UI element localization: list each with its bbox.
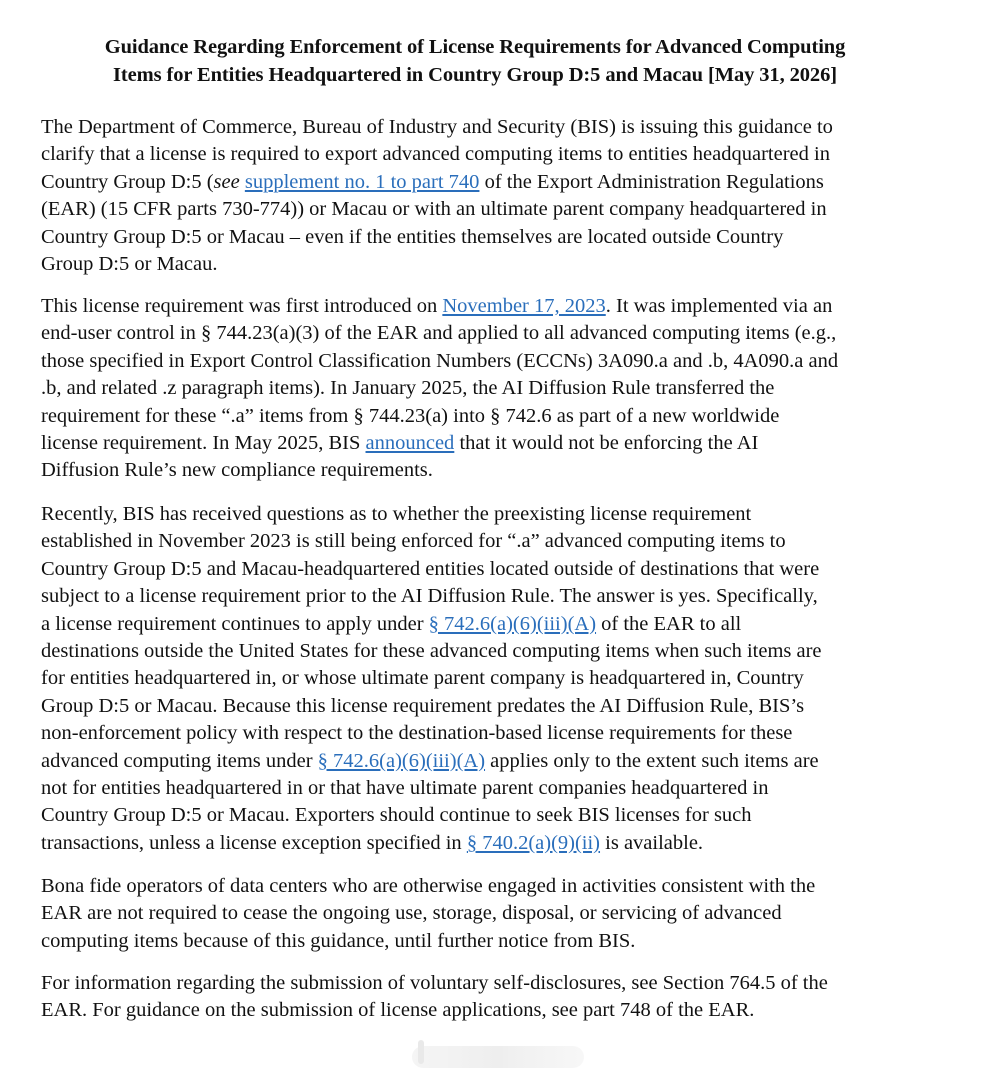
p2-text: license requirement. In May 2025, BIS	[41, 432, 366, 455]
p1-text: Country Group D:5 (	[41, 170, 214, 193]
p3-line: Recently, BIS has received questions as to whether the preexisting license requirement	[41, 503, 752, 525]
p1-text: of the Export Administration Regulations	[479, 170, 824, 193]
p4-line: computing items because of this guidance, until further notice from BIS.	[41, 929, 636, 952]
p1-line: Group D:5 or Macau.	[41, 253, 218, 276]
p3-line: Group D:5 or Macau. Because this license requirement predates the AI Diffusion Rule, BIS’s	[41, 694, 805, 717]
p3-text: is available.	[600, 831, 704, 854]
p3-line: for entities headquartered in, or whose ultimate parent company is headquartered in, Country	[41, 667, 804, 690]
p3-line: Country Group D:5 or Macau. Exporters should continue to seek BIS licenses for such	[41, 804, 752, 827]
p3-line	[41, 830, 921, 857]
p3-line: non-enforcement policy with respect to the destination-based license requirements for these	[41, 722, 793, 745]
p3-text: a license requirement continues to apply under	[41, 612, 429, 635]
supplement-link[interactable]: supplement no. 1 to part 740	[244, 170, 480, 193]
p1-line: clarify that a license is required to export advanced computing items to entities headquartered in	[41, 143, 830, 166]
p1-line: Country Group D:5 or Macau – even if the entities themselves are located outside Country	[41, 225, 784, 248]
p1-line	[41, 169, 921, 196]
section-742-6-link[interactable]: § 742.6(a)(6)(iii)(A)	[428, 612, 597, 635]
section-740-2-link[interactable]: § 740.2(a)(9)(ii)	[466, 831, 601, 854]
p3-text: advanced computing items under	[41, 749, 318, 772]
p2-text: that it would not be enforcing the AI	[454, 432, 759, 455]
p3-line: not for entities headquartered in or that have ultimate parent companies headquartered in	[41, 777, 769, 800]
november-2023-link[interactable]: November 17, 2023	[442, 295, 606, 317]
p3-line: destinations outside the United States for these advanced computing items when such items are	[41, 640, 822, 663]
p5-line: For information regarding the submission of voluntary self-disclosures, see Section 764.5 of the	[41, 972, 828, 994]
p2-line: requirement for these “.a” items from § 744.23(a) into § 742.6 as part of a new worldwide	[41, 404, 780, 427]
paragraph-2	[41, 293, 921, 485]
section-742-6-link-2[interactable]: § 742.6(a)(6)(iii)(A)	[317, 749, 486, 772]
p3-line: established in November 2023 is still being enforced for “.a” advanced computing items to	[41, 530, 786, 553]
paragraph-1	[41, 114, 921, 278]
p2-line	[41, 430, 921, 457]
p1-line: The Department of Commerce, Bureau of Industry and Security (BIS) is issuing this guidance to	[41, 116, 833, 138]
p3-text: of the EAR to all	[596, 612, 742, 635]
see-italic: see	[213, 170, 240, 193]
p3-line	[41, 611, 921, 638]
p3-text: applies only to the extent such items are	[485, 749, 819, 772]
announced-link[interactable]: announced	[365, 432, 455, 455]
p1-line: (EAR) (15 CFR parts 730-774)) or Macau or with an ultimate parent company headquartered in	[41, 198, 827, 221]
p5-line: EAR. For guidance on the submission of license applications, see part 748 of the EAR.	[41, 999, 755, 1022]
p3-line: subject to a license requirement prior to the AI Diffusion Rule. The answer is yes. Specifically,	[41, 585, 818, 608]
p2-line: Diffusion Rule’s new compliance requirements.	[41, 459, 433, 482]
paragraph-3	[41, 501, 921, 857]
p2-line: end-user control in § 744.23(a)(3) of the EAR and applied to all advanced computing items (e.g.,	[41, 322, 837, 345]
faint-scroll-indicator	[412, 1046, 584, 1068]
title-line-2: Items for Entities Headquartered in Country Group D:5 and Macau [May 31, 2026]	[113, 63, 837, 86]
document-title	[40, 34, 910, 89]
p2-line: .b, and related .z paragraph items). In January 2025, the AI Diffusion Rule transferred the	[41, 377, 775, 400]
p2-text: This license requirement was first introduced on	[41, 295, 443, 317]
scroll-indicator-nub	[418, 1040, 424, 1064]
title-line-1: Guidance Regarding Enforcement of License Requirements for Advanced Computing	[104, 36, 846, 58]
paragraph-5	[41, 970, 921, 1025]
p4-line: Bona fide operators of data centers who are otherwise engaged in activities consistent with the	[41, 875, 816, 897]
p3-line: Country Group D:5 and Macau-headquartered entities located outside of destinations that were	[41, 557, 820, 580]
p3-text: transactions, unless a license exception specified in	[41, 831, 467, 854]
p4-line: EAR are not required to cease the ongoing use, storage, disposal, or servicing of advanced	[41, 902, 782, 925]
p2-line: those specified in Export Control Classification Numbers (ECCNs) 3A090.a and .b, 4A090.a and	[41, 349, 839, 372]
p3-line	[41, 748, 921, 775]
paragraph-4	[41, 873, 921, 955]
p2-line	[41, 293, 921, 320]
p2-text: . It was implemented via an	[605, 295, 833, 317]
